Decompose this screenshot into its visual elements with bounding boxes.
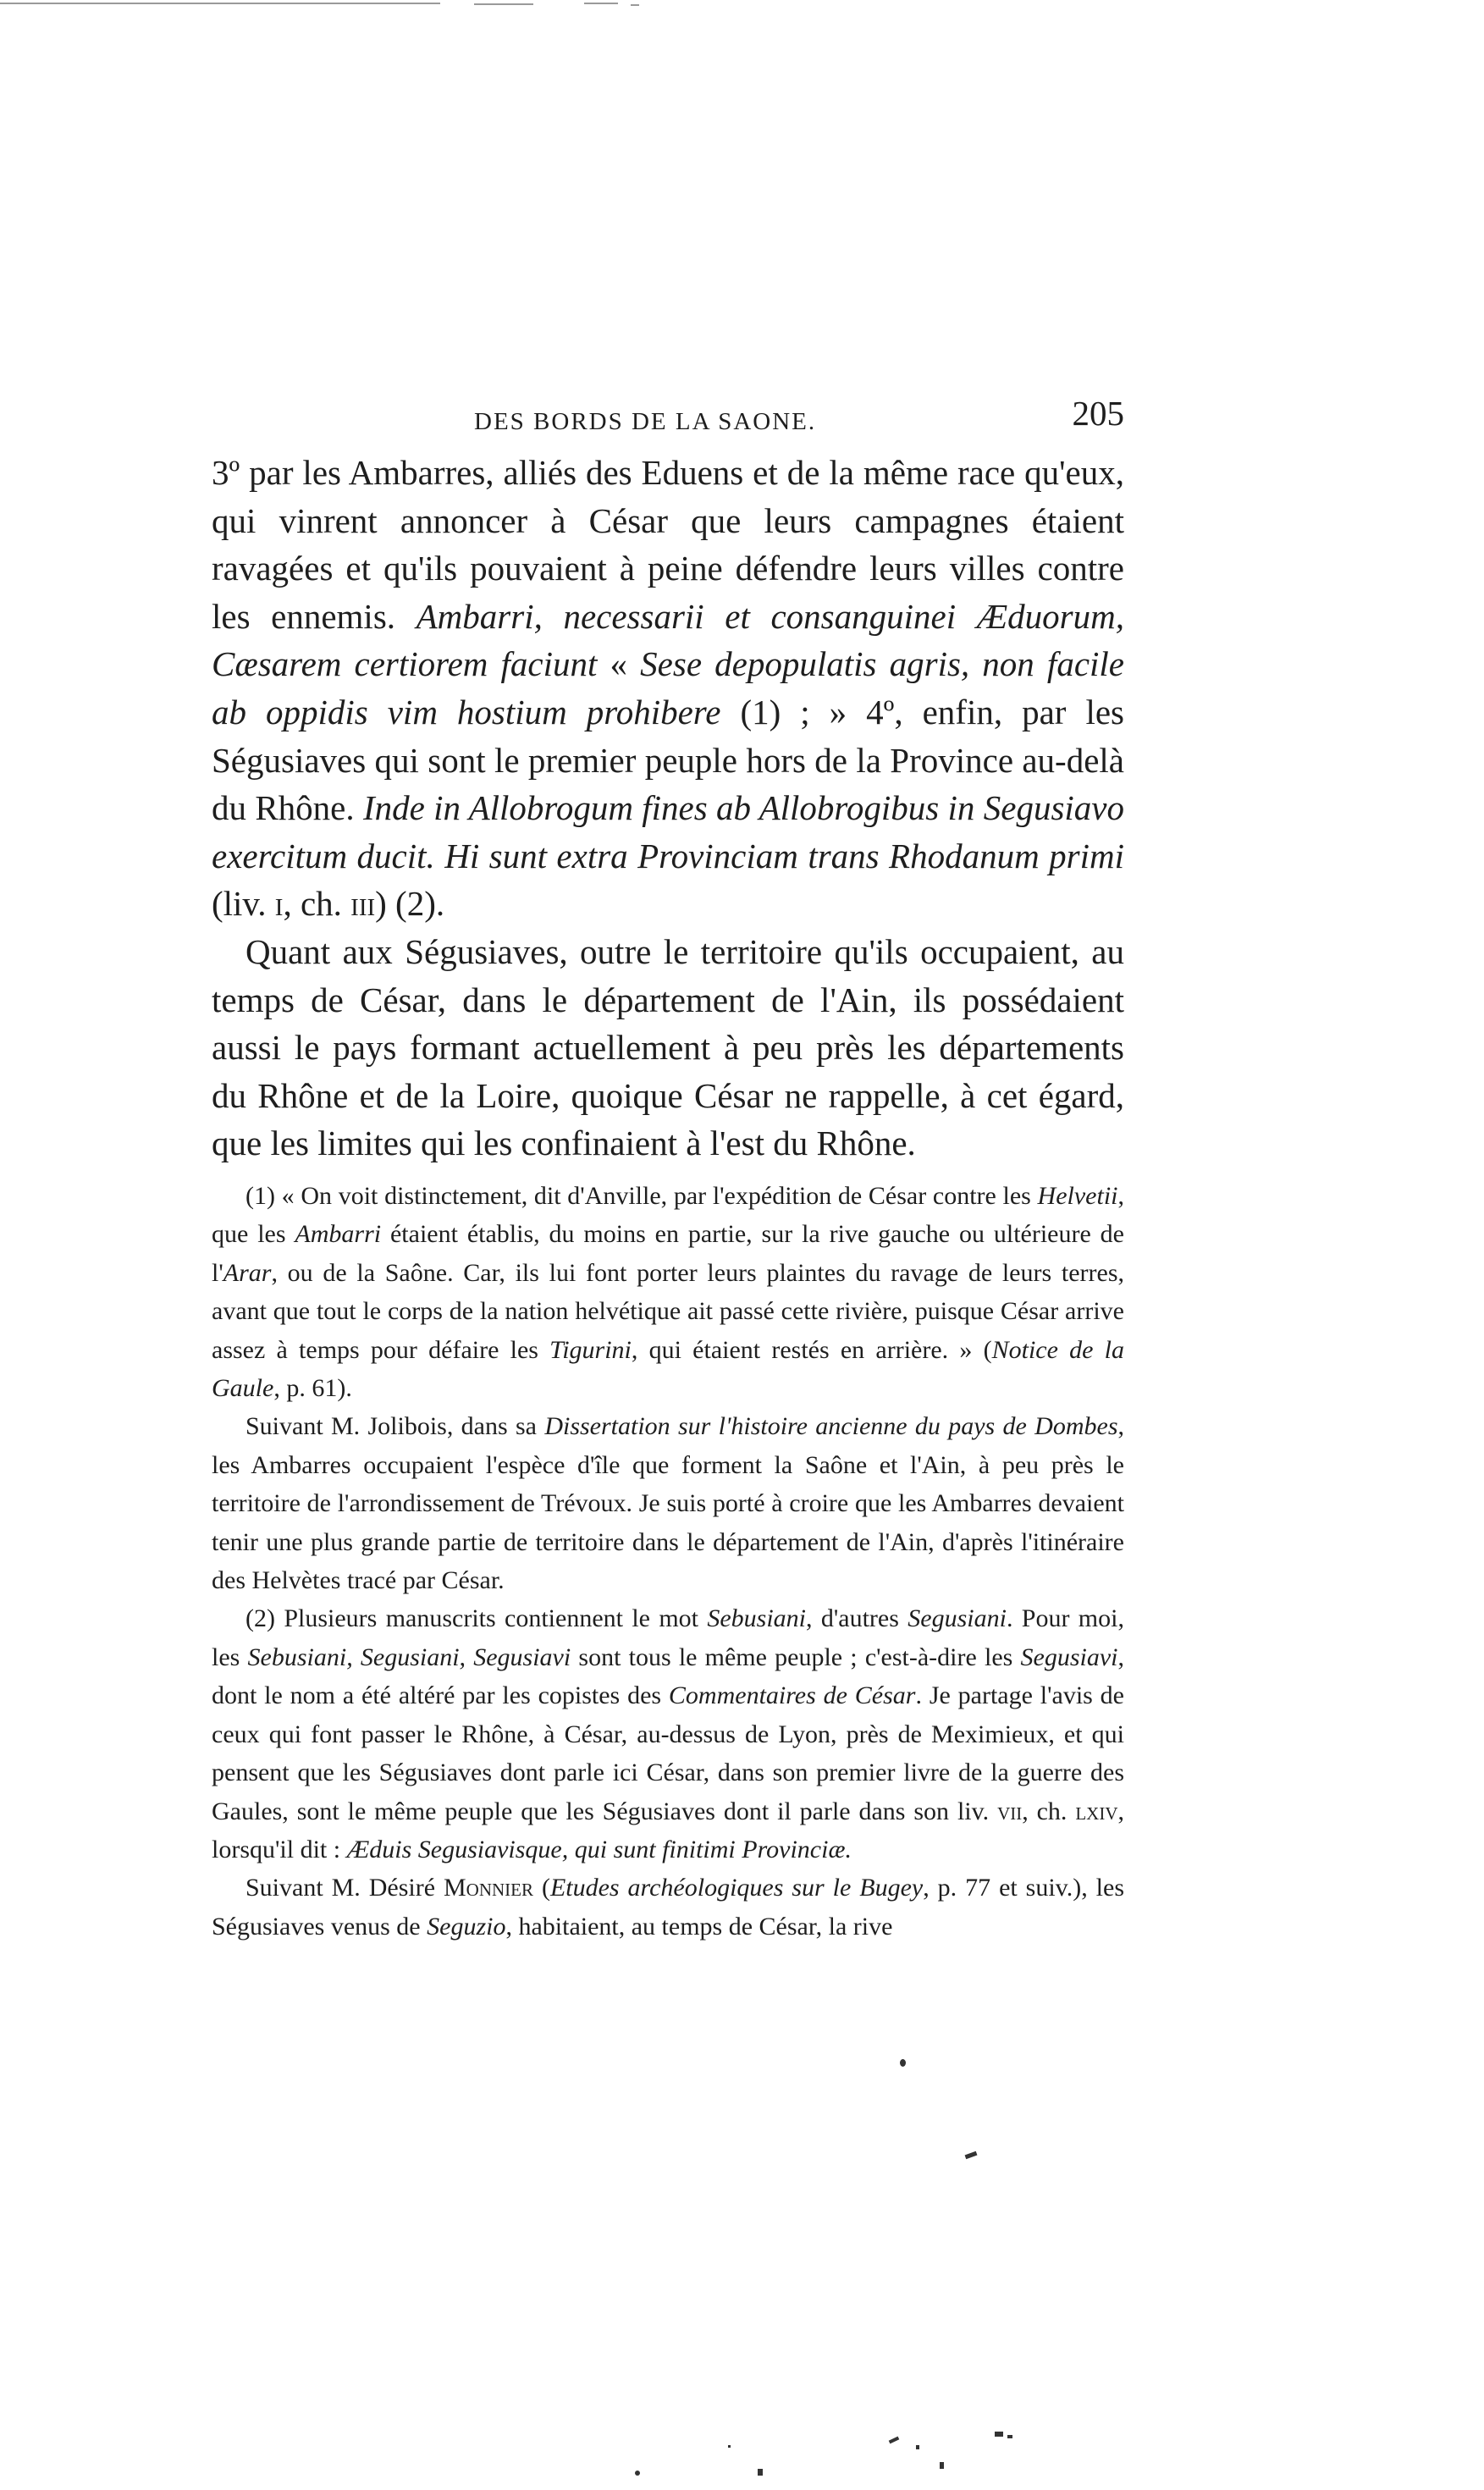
scan-top-edge (0, 0, 1484, 8)
paragraph-1: 3º par les Ambarres, alliés des Eduens et de la même race qu'eux, qui vinrent annoncer à César que leurs campagnes étaient ravagées et qu'ils pouvaient à peine défendre leurs villes contre les ennemis. Ambarri, necessarii et consanguinei Æduorum, Cæsarem certiorem faciunt « Sese depopulatis agris, non facile ab oppidis vim hostium prohibere (1) ; » 4º, enfin, par les Ségusiaves qui sont le premier peuple hors de la Province au-delà du Rhône. Inde in Allobrogum fines ab Allobrogibus in Segusiavo exercitum ducit. Hi sunt extra Provinciam trans Rhodanum primi (liv. i, ch. iii) (2). (212, 453, 1124, 924)
footnote-2: (2) Plusieurs manuscrits contiennent le mot Sebusiani, d'autres Segusiani. Pour moi, les Sebusiani, Segusiani, Segusiavi sont tous le même peuple ; c'est-à-dire les Segusiavi, dont le nom a été altéré par les copistes des Commentaires de César. Je partage l'avis de ceux qui font passer le Rhône, à César, au-dessus de Lyon, près de Meximieux, et qui pensent que les Ségusiaves dont parle ici César, dans son premier livre de la guerre des Gaules, sont le même peuple que les Ségusiaves dont il parle dans son liv. vii, ch. lxiv, lorsqu'il dit : Æduis Segusiavisque, qui sunt finitimi Provinciæ. (212, 1604, 1125, 1863)
footnotes (212, 1177, 1124, 1946)
page-number: 205 (1072, 394, 1124, 433)
paragraph-2: Quant aux Ségusiaves, outre le territoire qu'ils occupaient, au temps de César, dans le département de l'Ain, ils possédaient aussi le pays formant actuellement à peu près les départements du Rhône et de la Loire, quoique César ne rappelle, à cet égard, que les limites qui les confinaient à l'est du Rhône. (212, 931, 1124, 1163)
running-title: DES BORDS DE LA SAONE. (474, 408, 817, 435)
footnote-1-continuation: Suivant M. Jolibois, dans sa Dissertation sur l'histoire ancienne du pays de Dombes, les Ambarres occupaient l'espèce d'île que forment la Saône et l'Ain, à peu près le territoire de l'arrondissement de Trévoux. Je suis porté à croire que les Ambarres devaient tenir une plus grande partie de territoire dans le département de l'Ain, d'après l'itinéraire des Helvètes tracé par César. (212, 1412, 1124, 1595)
footnote-2-continuation: Suivant M. Désiré Monnier (Etudes archéologiques sur le Bugey, p. 77 et suiv.), les Ségusiaves venus de Seguzio, habitaient, au temps de César, la rive (212, 1874, 1124, 1941)
page-header (212, 391, 1124, 442)
main-text (212, 449, 1124, 1168)
footnote-1: (1) « On voit distinctement, dit d'Anville, par l'expédition de César contre les Helvetii, que les Ambarri étaient établis, du moins en partie, sur la rive gauche ou ultérieure de l'Arar, ou de la Saône. Car, ils lui font porter leurs plaintes du ravage de leurs terres, avant que tout le corps de la nation helvétique ait passé cette rivière, puisque César arrive assez à temps pour défaire les Tigurini, qui étaient restés en arrière. » (Notice de la Gaule, p. 61). (212, 1182, 1124, 1403)
